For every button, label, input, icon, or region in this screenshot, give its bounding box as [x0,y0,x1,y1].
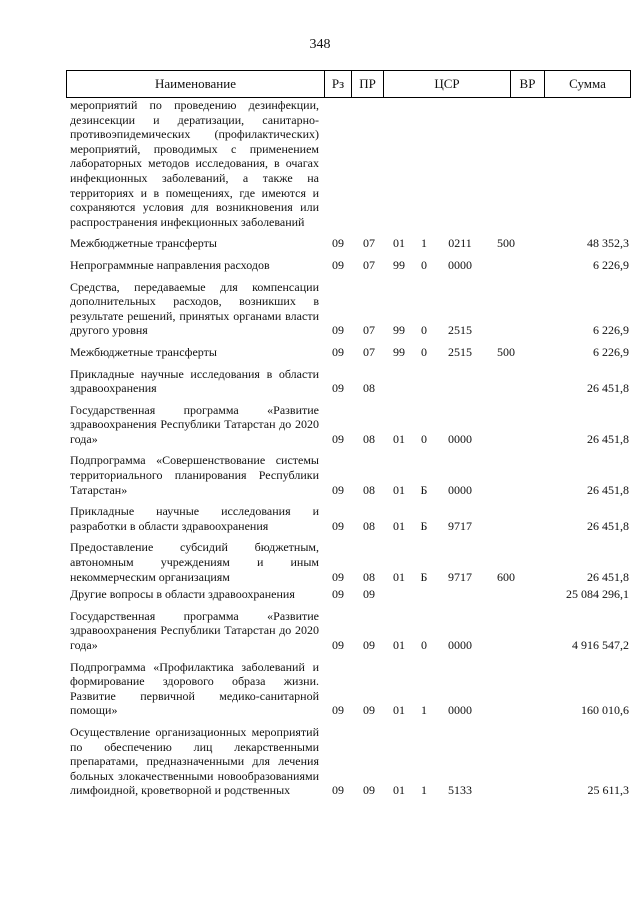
row-rz: 09 [332,783,344,798]
row-sum: 4 916 547,2 [572,638,629,652]
row-csr-2: 0 [421,323,427,338]
row-rz: 09 [332,381,344,396]
table-row [70,453,630,497]
row-name: Непрограммные направления расходов [70,257,270,272]
row-sum: 48 352,3 [587,236,629,251]
row-vr: 600 [497,569,515,584]
header-pr: ПР [352,71,384,97]
row-sum: 25 611,3 [587,783,629,798]
row-csr-2: 0 [421,431,427,446]
header-csr: ЦСР [384,71,511,97]
row-rz: 09 [332,587,344,602]
row-rz: 09 [332,518,344,533]
row-rz: 09 [332,482,344,497]
row-pr: 08 [363,381,375,396]
row-rz: 09 [332,431,344,446]
row-csr-3: 0000 [448,703,472,718]
page-number: 348 [309,37,331,52]
table-row [70,660,630,718]
row-sum: 26 451,8 [587,431,629,446]
row-csr-2: 1 [421,783,427,798]
row-name: Средства, передаваемые для компенсации дополнительных расходов, возникших в результате решений, принятых органами власти другого уровня [70,279,319,338]
row-csr-2: Б [420,518,428,533]
table-row [70,403,630,447]
table-header [66,70,631,98]
row-csr-1: 01 [393,703,405,718]
row-pr: 08 [363,482,375,497]
row-csr-3: 5133 [448,783,472,798]
row-vr: 500 [497,236,515,251]
row-csr-2: 1 [421,236,427,251]
row-pr: 07 [363,323,375,338]
row-pr: 08 [363,518,375,533]
table-row [70,540,630,584]
row-csr-2: 1 [421,703,427,718]
row-name: Государственная программа «Развитие здравоохранения Республики Татарстан до 2020 года» [70,402,319,446]
row-pr: 09 [363,703,375,718]
row-csr-3: 0000 [448,638,472,652]
table-row [70,258,630,273]
row-csr-1: 01 [393,482,405,497]
row-csr-2: 0 [421,257,427,272]
row-csr-3: 0211 [448,236,472,251]
header-name: Наименование [67,71,325,97]
row-csr-1: 01 [393,518,405,533]
row-csr-3: 0000 [448,482,472,497]
table-row [70,587,630,602]
row-sum: 6 226,9 [593,323,629,338]
row-pr: 09 [363,783,375,798]
row-csr-3: 0000 [448,431,472,446]
row-name: Другие вопросы в области здравоохранения [70,587,295,602]
row-sum: 6 226,9 [593,344,629,359]
row-csr-1: 01 [393,783,405,798]
row-csr-2: Б [420,482,428,497]
table-row [70,609,630,653]
row-name: Подпрограмма «Профилактика заболеваний и формирование здорового образа жизни. Развитие первичной медико-санитарной помощи» [70,659,319,718]
row-csr-3: 9717 [448,569,472,584]
row-pr: 09 [363,638,375,652]
row-csr-1: 01 [393,431,405,446]
row-pr: 07 [363,257,375,272]
row-rz: 09 [332,323,344,338]
row-pr: 07 [363,344,375,359]
row-sum: 6 226,9 [593,257,629,272]
header-rz: Рз [325,71,352,97]
row-csr-1: 01 [393,569,405,584]
table-row [70,236,630,251]
row-name: Осуществление организационных мероприятий по обеспечению лиц лекарственными препаратами, предназначенными для лечения больных злокачественными новообразованиями лимфоидной, кроветворной и родственных [70,724,319,798]
row-name: Предоставление субсидий бюджетным, автономным учреждениям и иным некоммерческим организациям [70,540,319,584]
row-csr-1: 99 [393,323,405,338]
table-row [70,725,630,798]
table-row [70,98,630,229]
row-csr-3: 0000 [448,257,472,272]
row-pr: 09 [363,587,375,602]
header-vr: ВР [511,71,545,97]
row-rz: 09 [332,703,344,718]
row-name: Прикладные научные исследования в области здравоохранения [70,366,319,396]
row-name: Прикладные научные исследования и разработки в области здравоохранения [70,504,319,533]
row-csr-2: 0 [421,344,427,359]
row-pr: 07 [363,236,375,251]
row-name: Межбюджетные трансферты [70,236,217,251]
row-sum: 26 451,8 [587,569,629,584]
row-name: Подпрограмма «Совершенствование системы территориального планирования Республики Татарстан» [70,453,319,497]
row-rz: 09 [332,236,344,251]
header-sum: Сумма [569,76,606,91]
row-csr-3: 2515 [448,344,472,359]
row-pr: 08 [363,569,375,584]
row-sum: 26 451,8 [587,482,629,497]
row-sum: 160 010,6 [581,703,629,718]
row-vr: 500 [497,344,515,359]
table-row [70,280,630,338]
row-csr-1: 99 [393,257,405,272]
row-name: Государственная программа «Развитие здравоохранения Республики Татарстан до 2020 года» [70,608,319,652]
row-rz: 09 [332,569,344,584]
table-row [70,345,630,360]
row-csr-1: 01 [393,638,405,652]
table-row [70,367,630,396]
row-pr: 08 [363,431,375,446]
row-csr-1: 99 [393,344,405,359]
row-sum: 26 451,8 [587,381,629,396]
row-csr-3: 2515 [448,323,472,338]
row-sum: 25 084 296,1 [566,587,629,602]
row-csr-3: 9717 [448,518,472,533]
row-rz: 09 [332,344,344,359]
table-body [70,98,630,798]
row-sum: 26 451,8 [587,518,629,533]
row-name: Межбюджетные трансферты [70,344,217,359]
table-row [70,504,630,533]
row-csr-1: 01 [393,236,405,251]
row-rz: 09 [332,257,344,272]
row-csr-2: 0 [421,638,427,652]
row-name: мероприятий по проведению дезинфекции, дезинсекции и дератизации, санитарно-противоэпидемических (профилактических) мероприятий, проводимых с применением лабораторных методов исследования, в очагах инфекционных заболеваний, а также на территориях и в помещениях, где имеются и сохраняются условия для возникновения или распространения инфекционных заболеваний [70,98,319,229]
row-rz: 09 [332,638,344,652]
row-csr-2: Б [420,569,428,584]
